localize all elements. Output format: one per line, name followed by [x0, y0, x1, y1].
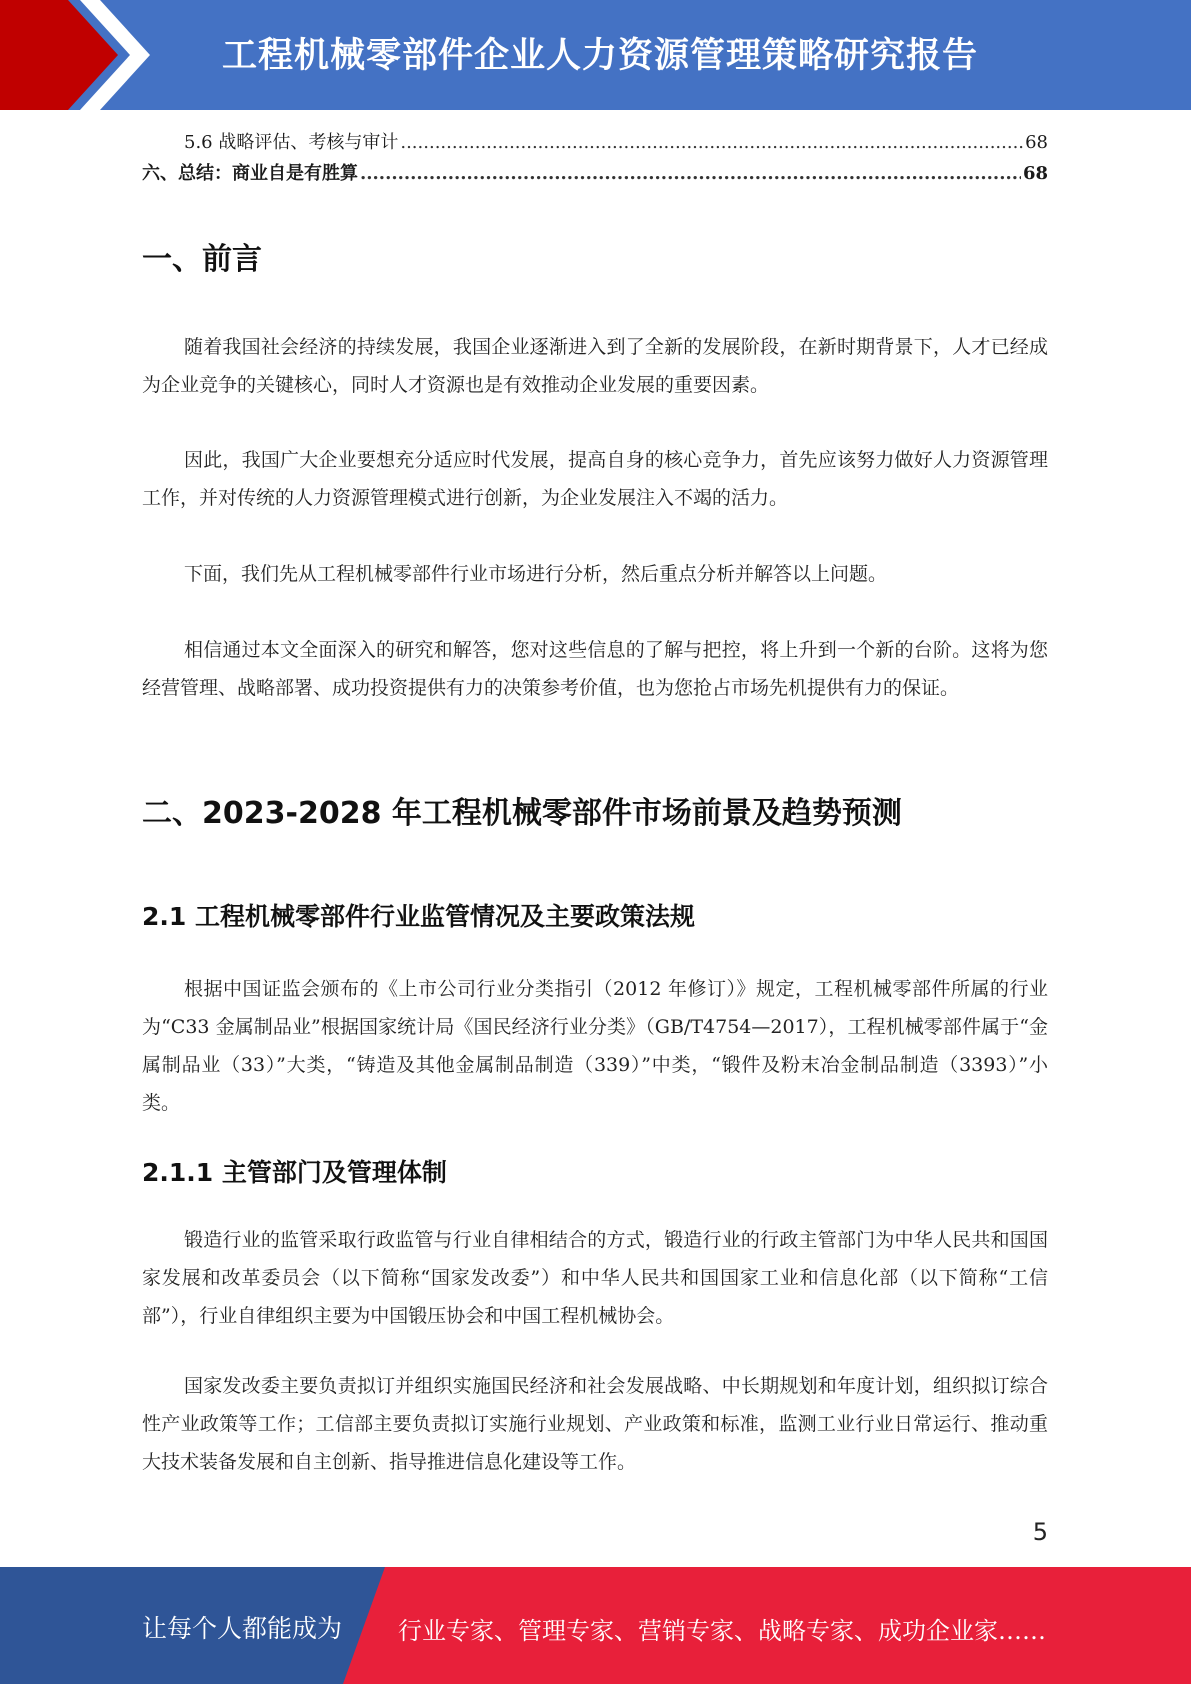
- toc-entry-page: 68: [1022, 163, 1048, 184]
- subsection-heading-2-1-1: 2.1.1 主管部门及管理体制: [142, 1158, 447, 1187]
- paragraph: 根据中国证监会颁布的《上市公司行业分类指引（2012 年修订）》规定，工程机械零部件所属的行业为“C33 金属制品业”根据国家统计局《国民经济行业分类》（GB/T4754—2017），工程机械零部件属于“金属制品业（33）”大类，“铸造及其他金属制品制造（339）”中类，“锻件及粉末冶金制品制造（3393）”小类。: [142, 978, 1048, 1114]
- paragraph: 相信通过本文全面深入的研究和解答，您对这些信息的了解与把控，将上升到一个新的台阶。这将为您经营管理、战略部署、成功投资提供有力的决策参考价值，也为您抢占市场先机提供有力的保证。: [142, 639, 1048, 699]
- paragraph: 下面，我们先从工程机械零部件行业市场进行分析，然后重点分析并解答以上问题。: [184, 563, 888, 585]
- toc-leader: [400, 130, 1023, 156]
- footer-slogan-left: 让每个人都能成为: [142, 1614, 343, 1643]
- paragraph: 国家发改委主要负责拟订并组织实施国民经济和社会发展战略、中长期规划和年度计划，组织拟订综合性产业政策等工作；工信部主要负责拟订实施行业规划、产业政策和标准，监测工业行业日常运行、推动重大技术装备发展和自主创新、指导推进信息化建设等工作。: [142, 1375, 1048, 1473]
- toc-leader: [360, 161, 1021, 187]
- page-header: [0, 0, 1191, 110]
- report-title: 工程机械零部件企业人力资源管理策略研究报告: [222, 36, 979, 76]
- subsection-heading-2-1: 2.1 工程机械零部件行业监管情况及主要政策法规: [142, 902, 695, 931]
- paragraph: 随着我国社会经济的持续发展，我国企业逐渐进入到了全新的发展阶段，在新时期背景下，人才已经成为企业竞争的关键核心，同时人才资源也是有效推动企业发展的重要因素。: [142, 336, 1048, 396]
- section-heading-market-outlook: 二、2023-2028 年工程机械零部件市场前景及趋势预测: [142, 796, 902, 831]
- page-footer: [0, 1567, 1191, 1684]
- paragraph: 锻造行业的监管采取行政监管与行业自律相结合的方式，锻造行业的行政主管部门为中华人民共和国国家发展和改革委员会（以下简称“国家发改委”）和中华人民共和国国家工业和信息化部（以下简称“工信部”），行业自律组织主要为中国锻压协会和中国工程机械协会。: [142, 1229, 1048, 1327]
- toc-entry-page: 68: [1025, 132, 1048, 153]
- toc-entry[interactable]: [142, 161, 1048, 187]
- paragraph: 因此，我国广大企业要想充分适应时代发展，提高自身的核心竞争力，首先应该努力做好人力资源管理工作，并对传统的人力资源管理模式进行创新，为企业发展注入不竭的活力。: [142, 449, 1048, 509]
- toc-entry[interactable]: [142, 130, 1048, 156]
- section-heading-preface: 一、前言: [142, 242, 262, 277]
- page-number: 5: [1032, 1518, 1048, 1546]
- toc-entry-text: 六、总结：商业自是有胜算: [142, 163, 358, 184]
- toc-entry-text: 5.6 战略评估、考核与审计: [184, 132, 399, 153]
- footer-slogan-right: 行业专家、管理专家、营销专家、战略专家、成功企业家……: [398, 1617, 1046, 1645]
